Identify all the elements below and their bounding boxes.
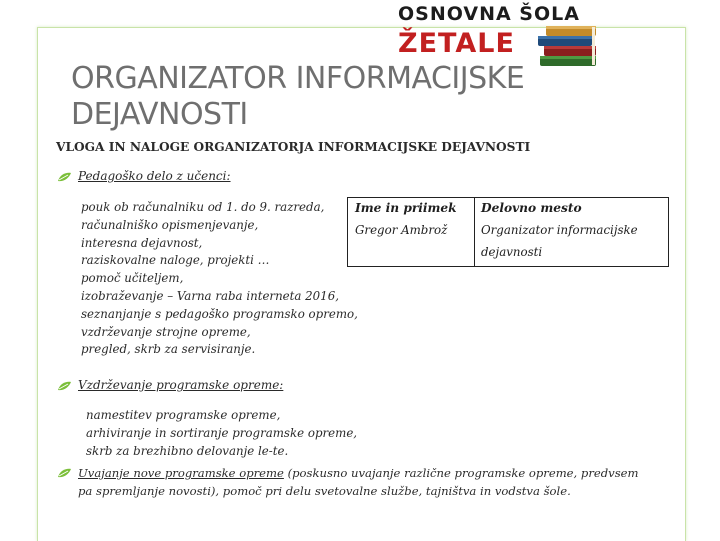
table-cell-name: Gregor Ambrož (355, 223, 448, 237)
table-column-divider (474, 198, 475, 266)
list-item: pouk ob računalniku od 1. do 9. razreda, (81, 200, 325, 214)
leaf-bullet-icon (57, 172, 72, 183)
list-item: pregled, skrb za servisiranje. (81, 342, 256, 357)
new-software-description-line1: (poskusno uvajanje različne programske opreme, predvsem (283, 466, 639, 480)
list-item: pomoč učiteljem, (81, 271, 184, 286)
table-cell-position-line2: dejavnosti (481, 245, 543, 259)
list-item: namestitev programske opreme, (86, 408, 281, 422)
list-item: interesna dejavnost, (81, 235, 203, 250)
new-software-paragraph (78, 464, 678, 500)
slide-title (71, 61, 591, 133)
logo-town-line: ŽETALE (398, 28, 515, 59)
list-item: seznanjanje s pedagoško programsko opremo, (81, 306, 358, 321)
logo-school-line: OSNOVNA ŠOLA (398, 3, 580, 25)
list-item: arhiviranje in sortiranje programske opreme, (86, 425, 358, 440)
leaf-bullet-icon (57, 468, 72, 479)
staff-table (347, 197, 669, 267)
bullet-label-pedagogical-work: Pedagoško delo z učenci: (78, 169, 231, 183)
list-item: računalniško opismenjevanje, (81, 217, 259, 232)
table-header-name: Ime in priimek (355, 201, 457, 215)
slide-title-line2: DEJAVNOSTI (71, 97, 248, 132)
leaf-bullet-icon (57, 381, 72, 392)
table-header-position: Delovno mesto (481, 201, 582, 215)
list-item: vzdrževanje strojne opreme, (81, 324, 251, 339)
software-maintenance-list (86, 407, 357, 460)
slide-title-line1: ORGANIZATOR INFORMACIJSKE (71, 61, 525, 96)
list-item: izobraževanje – Varna raba interneta 2016, (81, 288, 339, 303)
bullet-label-new-software: Uvajanje nove programske opreme (78, 466, 284, 480)
pedagogical-work-list (81, 199, 358, 359)
bullet-label-software-maintenance: Vzdrževanje programske opreme: (78, 378, 284, 392)
new-software-description-line2: pa spremljanje novosti), pomoč pri delu svetovalne službe, tajništva in vodstva šole. (78, 484, 571, 498)
list-item: raziskovalne naloge, projekti … (81, 253, 270, 268)
list-item: skrb za brezhibno delovanje le-te. (86, 443, 289, 458)
section-heading: VLOGA IN NALOGE ORGANIZATORJA INFORMACIJSKE DEJAVNOSTI (56, 140, 531, 154)
table-cell-position-line1: Organizator informacijske (481, 223, 638, 237)
